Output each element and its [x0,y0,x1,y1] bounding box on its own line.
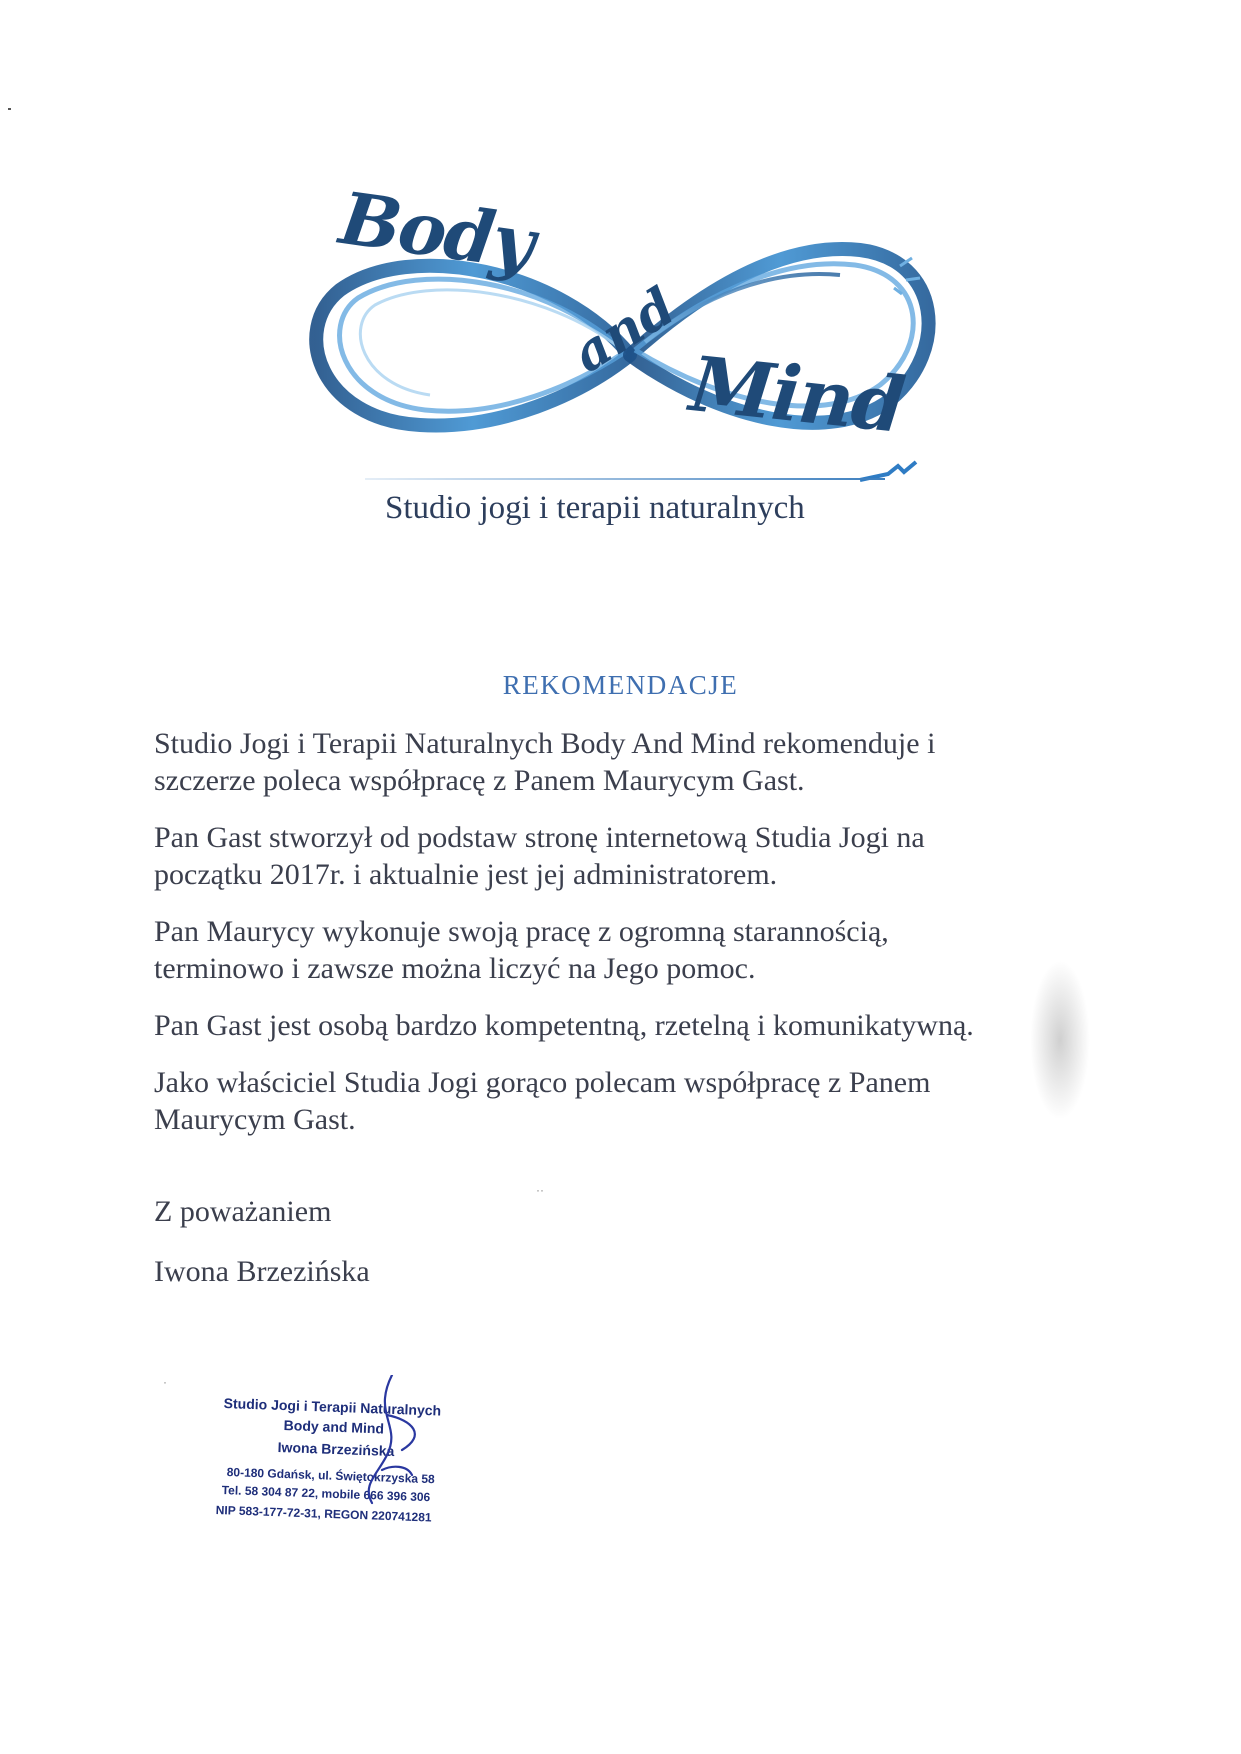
stamp-company-name: Studio Jogi i Terapii Naturalnych [223,1395,442,1419]
letter-body [154,725,1114,1158]
stamp-phone: Tel. 58 304 87 22, mobile 666 396 306 [221,1483,431,1505]
paragraph [154,913,1114,987]
paragraph-line: Pan Gast jest osobą bardzo kompetentną, rzetelną i komunikatywną. [154,1009,974,1042]
stamp-brand: Body and Mind [283,1417,385,1437]
stamp-tax-ids: NIP 583-177-72-31, REGON 220741281 [215,1503,432,1525]
studio-tagline: Studio jogi i terapii naturalnych [385,490,805,526]
closing-salutation: Z poważaniem [154,1195,332,1228]
logo-underline [365,478,885,480]
paragraph [154,1007,1114,1044]
paragraph-line: początku 2017r. i aktualnie jest jej administratorem. [154,858,778,891]
paragraph [154,1064,1114,1138]
paragraph-line: Maurycym Gast. [154,1103,356,1136]
paragraph-line: Pan Maurycy wykonuje swoją pracę z ogromną starannością, [154,915,889,948]
paragraph-line: Jako właściciel Studia Jogi gorąco polecam współpracę z Panem [154,1066,931,1099]
body-and-mind-logo [300,174,960,540]
company-stamp [212,1395,472,1545]
logo-word-mind: Mind [685,339,908,450]
paragraph-line: szczerze poleca współpracę z Panem Maurycym Gast. [154,764,805,797]
stamp-owner: Iwona Brzezińska [277,1439,395,1460]
paragraph [154,725,1114,799]
scan-speck: · [163,1375,167,1389]
handwritten-signature-icon [332,1375,452,1505]
paragraph-line: Pan Gast stworzył od podstaw stronę internetową Studia Jogi na [154,821,925,854]
paragraph-line: Studio Jogi i Terapii Naturalnych Body And Mind rekomenduje i [154,727,936,760]
scan-speck: ·· [536,1183,544,1197]
logo-word-and: and [562,276,686,385]
paragraph-line: terminowo i zawsze można liczyć na Jego pomoc. [154,952,756,985]
logo-word-body: Body [335,174,539,287]
scan-smudge [1030,960,1090,1120]
stamp-address: 80-180 Gdańsk, ul. Świętokrzyska 58 [226,1465,435,1487]
paragraph [154,819,1114,893]
scan-artifact [8,108,11,110]
signatory-name: Iwona Brzezińska [154,1255,370,1288]
document-heading: REKOMENDACJE [502,670,739,700]
